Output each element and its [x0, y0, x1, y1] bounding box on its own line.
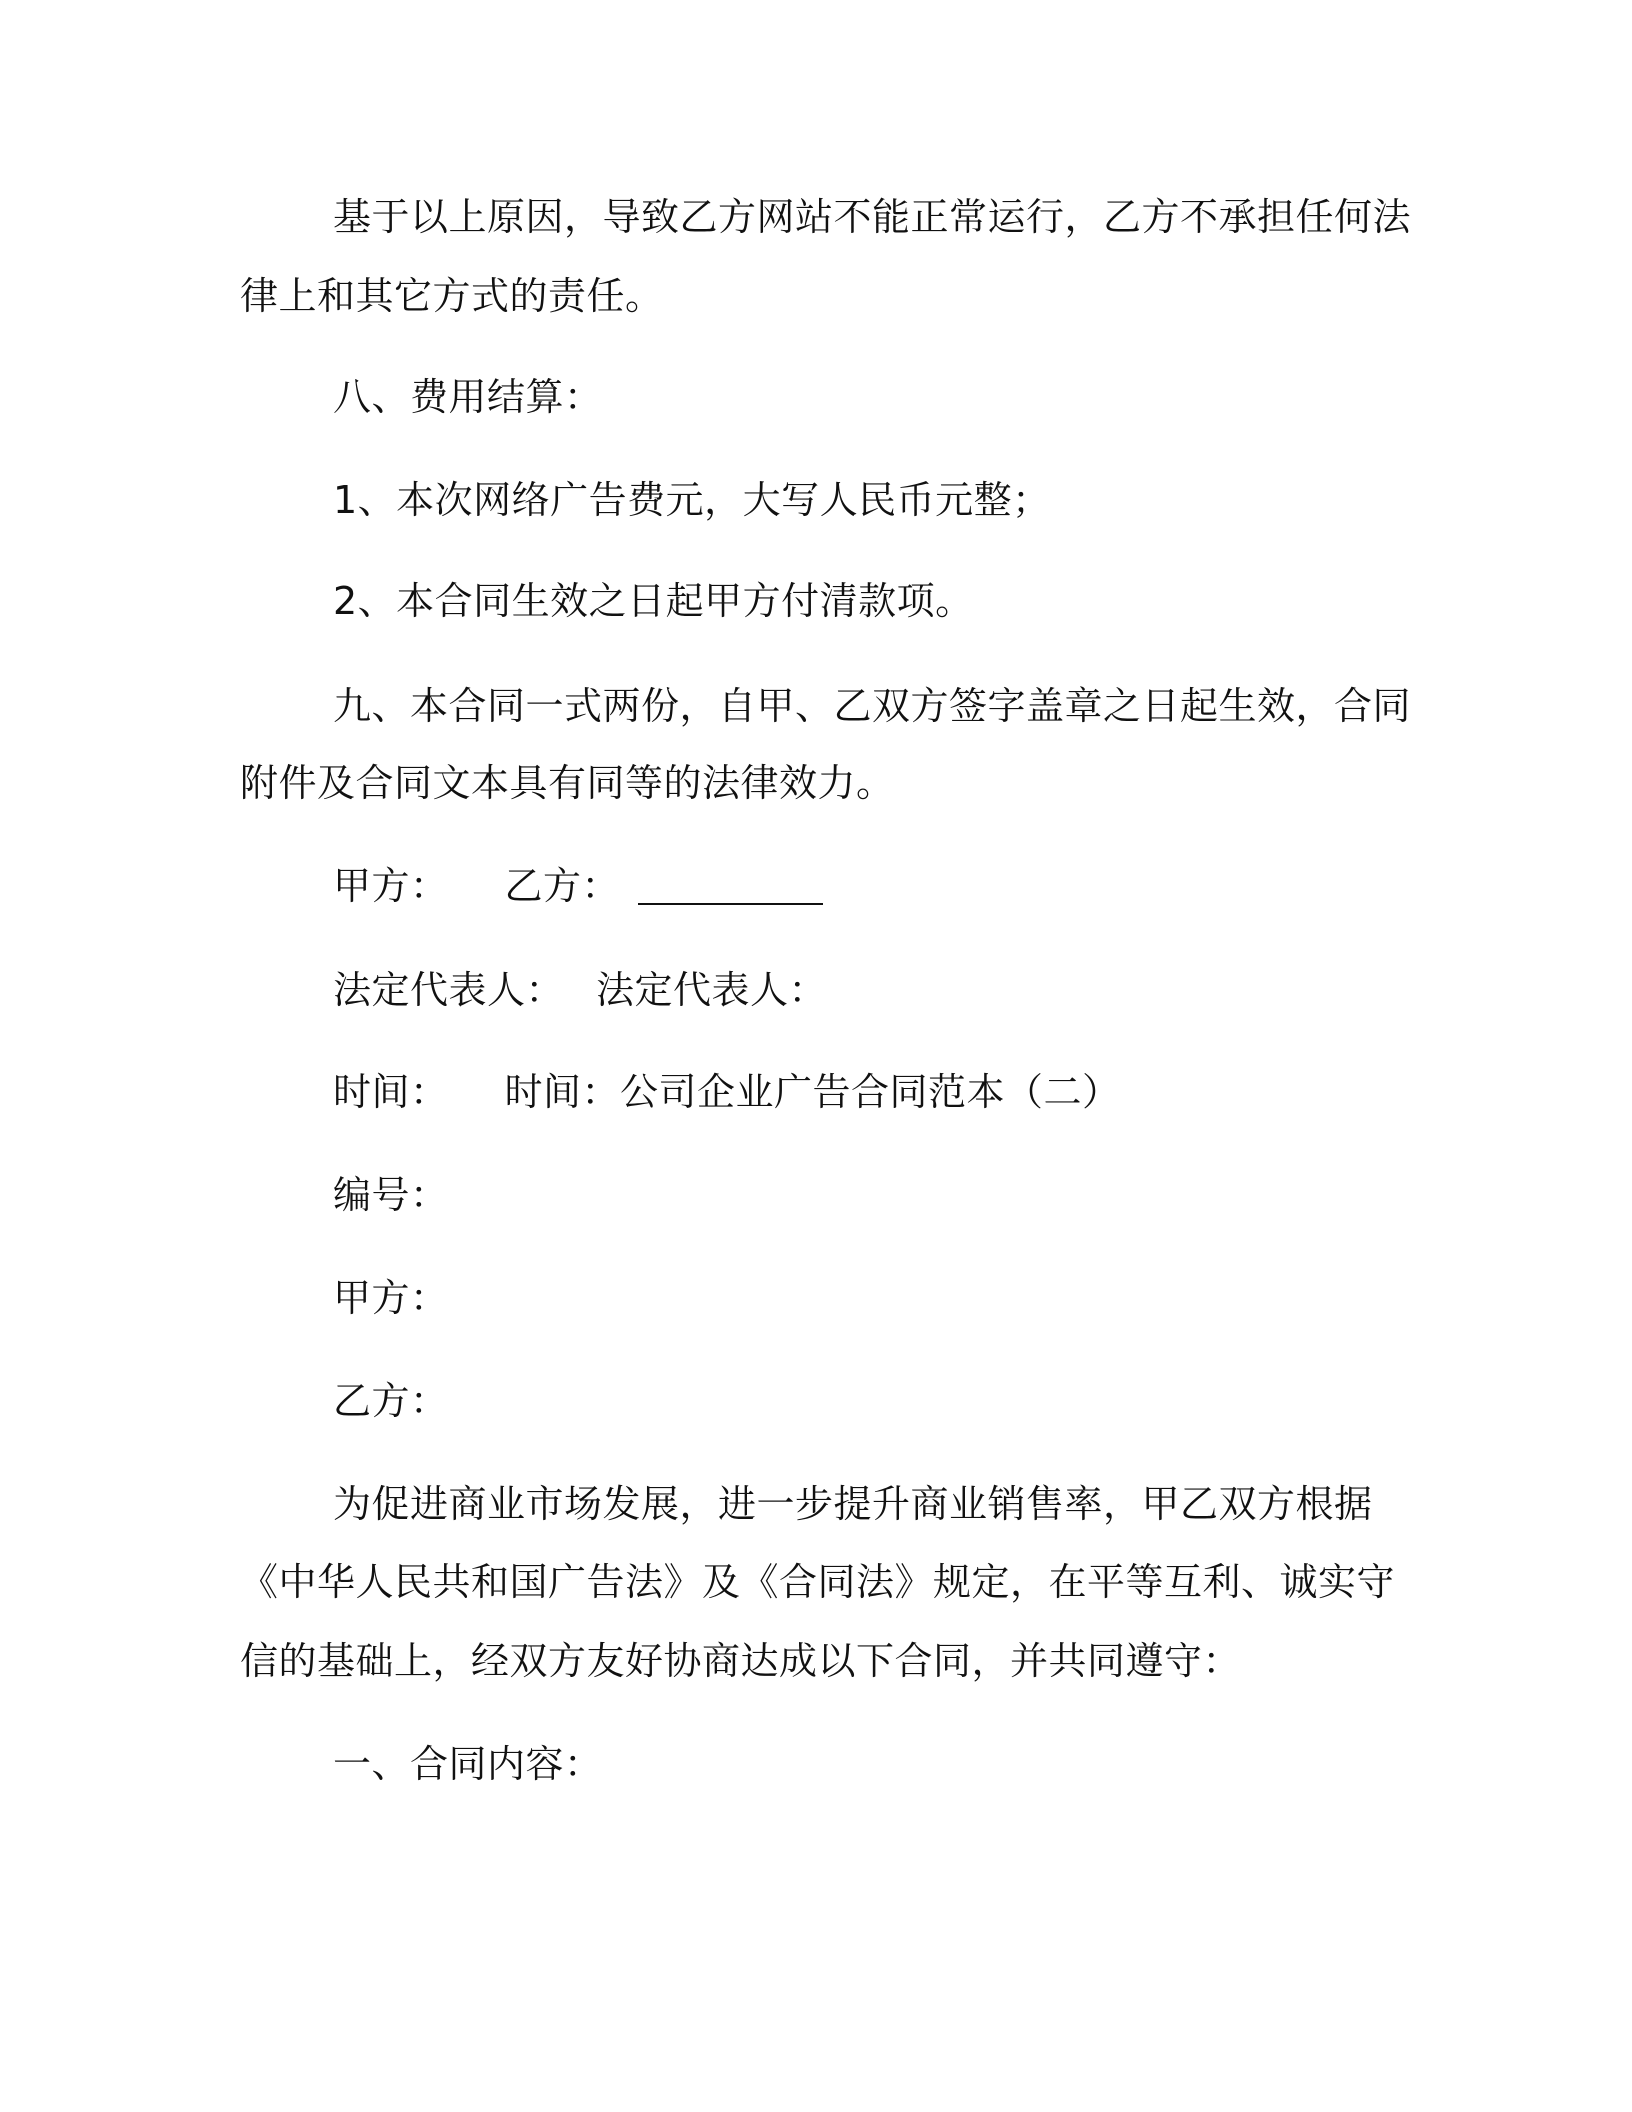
section-8-heading: 八、费用结算： — [333, 375, 603, 419]
section-8-item-2: 2、本合同生效之日起甲方付清款项。 — [333, 579, 974, 623]
paragraph-line: 基于以上原因，导致乙方网站不能正常运行，乙方不承担任何法 — [333, 195, 1412, 239]
signature-blank-line — [638, 903, 823, 905]
second-contract-title: 公司企业广告合同范本（二） — [620, 1070, 1121, 1114]
contract-number-label: 编号： — [333, 1173, 449, 1217]
section-9-line: 九、本合同一式两份，自甲、乙双方签字盖章之日起生效，合同 — [333, 684, 1412, 728]
signature-time-b-label: 时间： — [504, 1070, 621, 1114]
signature-party-a-label: 甲方： — [333, 864, 449, 908]
party-a-label: 甲方： — [333, 1276, 449, 1320]
signature-party-row — [333, 862, 823, 910]
section-1-heading: 一、合同内容： — [333, 1742, 603, 1786]
intro-line: 信的基础上，经双方友好协商达成以下合同，并共同遵守： — [240, 1639, 1242, 1683]
section-8-item-1: 1、本次网络广告费元，大写人民币元整； — [333, 478, 1051, 522]
party-b-label: 乙方： — [333, 1379, 449, 1423]
signature-rep-a-label: 法定代表人： — [333, 968, 565, 1012]
signature-representative-row — [333, 966, 827, 1014]
signature-party-b-label: 乙方： — [504, 864, 621, 908]
signature-rep-b-label: 法定代表人： — [596, 968, 828, 1012]
intro-line: 《中华人民共和国广告法》及《合同法》规定，在平等互利、诚实守 — [240, 1560, 1396, 1604]
intro-line: 为促进商业市场发展，进一步提升商业销售率，甲乙双方根据 — [333, 1482, 1373, 1526]
signature-time-a-label: 时间： — [333, 1070, 449, 1114]
paragraph-line: 律上和其它方式的责任。 — [240, 274, 664, 318]
section-9-line: 附件及合同文本具有同等的法律效力。 — [240, 761, 895, 805]
signature-time-row — [333, 1068, 1121, 1116]
